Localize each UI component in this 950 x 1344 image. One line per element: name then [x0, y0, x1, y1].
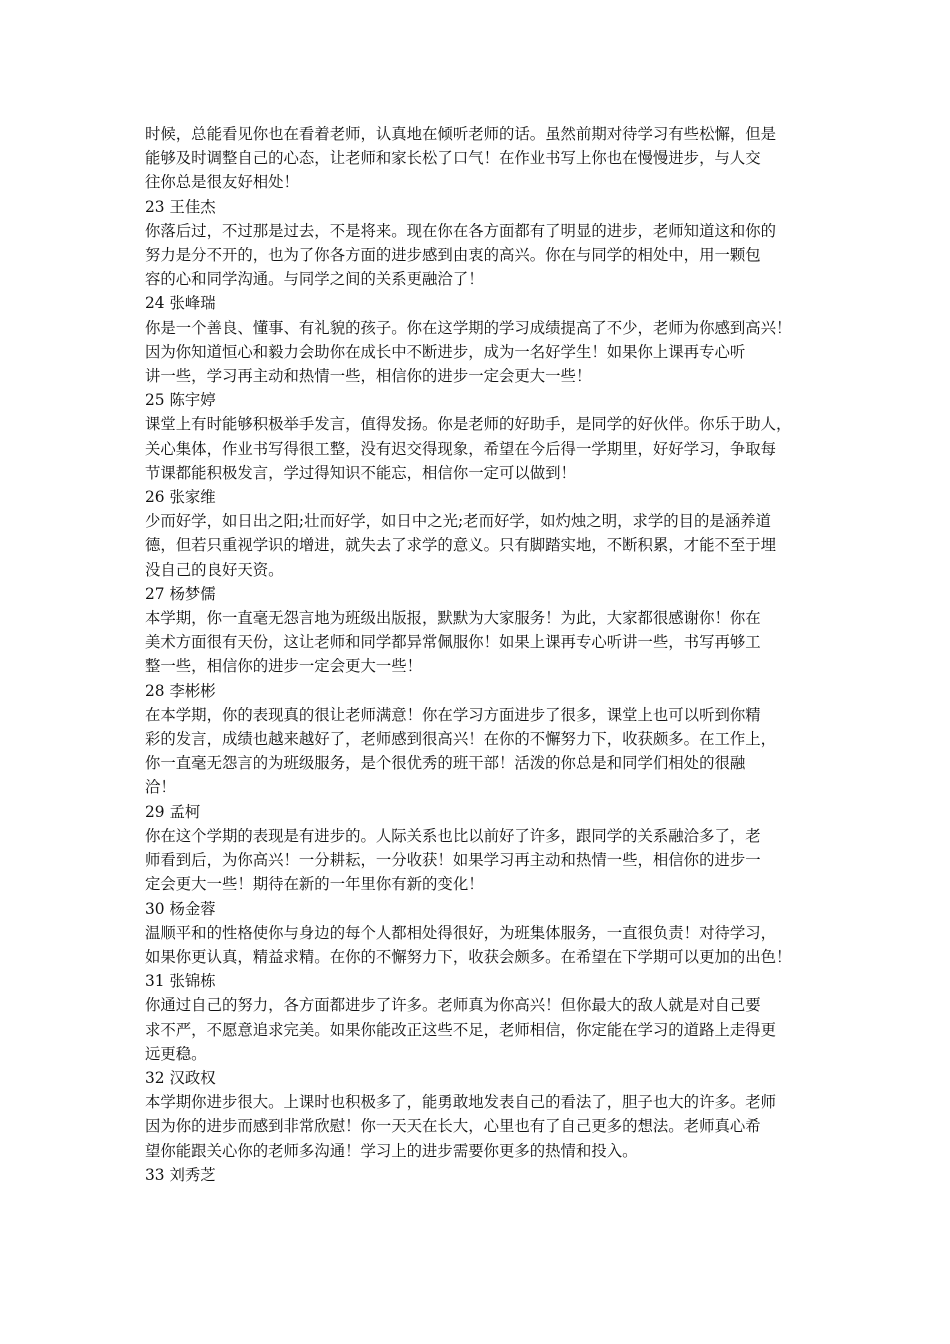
comment-line: 少而好学，如日出之阳;壮而好学，如日中之光;老而好学，如灼烛之明，求学的目的是涵养道 [145, 512, 771, 531]
comment-line: 你是一个善良、懂事、有礼貌的孩子。你在这学期的学习成绩提高了不少，老师为你感到高兴！ [145, 318, 792, 337]
comment-line: 你一直毫无怨言的为班级服务，是个很优秀的班干部！活泼的你总是和同学们相处的很融 [145, 754, 746, 773]
comment-line: 师看到后，为你高兴！一分耕耘，一分收获！如果学习再主动和热情一些，相信你的进步一 [145, 851, 761, 870]
comment-line: 彩的发言，成绩也越来越好了，老师感到很高兴！在你的不懈努力下，收获颇多。在工作上， [145, 730, 777, 749]
comment-entry [145, 291, 817, 388]
comment-line: 望你能跟关心你的老师多沟通！学习上的进步需要你更多的热情和投入。 [145, 1141, 638, 1160]
student-heading: 23 王佳杰 [145, 197, 216, 216]
comment-line: 课堂上有时能够积极举手发言，值得发扬。你是老师的好助手，是同学的好伙伴。你乐于助人， [145, 415, 792, 434]
comment-line: 整一些，相信你的进步一定会更大一些！ [145, 657, 423, 676]
student-heading: 28 李彬彬 [145, 681, 216, 700]
comment-line: 关心集体，作业书写得很工整，没有迟交得现象，希望在今后得一学期里，好好学习，争取每 [145, 439, 777, 458]
comment-entry [145, 122, 817, 195]
student-heading: 30 杨金蓉 [145, 899, 216, 918]
student-heading: 29 孟柯 [145, 802, 201, 821]
comment-line: 在本学期，你的表现真的很让老师满意！你在学习方面进步了很多，课堂上也可以听到你精 [145, 705, 761, 724]
comment-line: 温顺平和的性格使你与身边的每个人都相处得很好，为班集体服务，一直很负责！对待学习， [145, 923, 777, 942]
comment-line: 节课都能积极发言，学过得知识不能忘，相信你一定可以做到！ [145, 463, 576, 482]
comment-line: 因为你知道恒心和毅力会助你在成长中不断进步，成为一名好学生！如果你上课再专心听 [145, 342, 746, 361]
student-heading: 24 张峰瑞 [145, 294, 216, 313]
comment-line: 如果你更认真，精益求精。在你的不懈努力下，收获会颇多。在希望在下学期可以更加的出色！ [145, 947, 792, 966]
comment-entry [145, 388, 817, 485]
student-heading: 32 汉政权 [145, 1068, 216, 1087]
comment-line: 讲一些，学习再主动和热情一些，相信你的进步一定会更大一些！ [145, 367, 592, 386]
comment-line: 没自己的良好天资。 [145, 560, 284, 579]
comment-entry [145, 485, 817, 582]
comment-line: 本学期，你一直毫无怨言地为班级出版报，默默为大家服务！为此，大家都很感谢你！你在 [145, 609, 761, 628]
comment-entry [145, 1066, 817, 1163]
comment-line: 因为你的进步而感到非常欣慰！你一天天在长大，心里也有了自己更多的想法。老师真心希 [145, 1117, 761, 1136]
comment-line: 容的心和同学沟通。与同学之间的关系更融洽了！ [145, 270, 484, 289]
comment-line: 能够及时调整自己的心态，让老师和家长松了口气！在作业书写上你也在慢慢进步，与人交 [145, 149, 761, 168]
comment-line: 你落后过，不过那是过去，不是将来。现在你在各方面都有了明显的进步，老师知道这和你的 [145, 221, 777, 240]
comment-line: 远更稳。 [145, 1044, 207, 1063]
student-heading: 25 陈宇婷 [145, 391, 216, 410]
comment-line: 往你总是很友好相处！ [145, 173, 299, 192]
comment-entry [145, 582, 817, 679]
student-heading: 27 杨梦儒 [145, 584, 216, 603]
student-heading: 33 刘秀芝 [145, 1165, 216, 1184]
comment-line: 洽！ [145, 778, 176, 797]
comment-line: 本学期你进步很大。上课时也积极多了，能勇敢地发表自己的看法了，胆子也大的许多。老师 [145, 1093, 777, 1112]
comment-entry [145, 195, 817, 292]
comment-entry [145, 897, 817, 970]
document-body [145, 122, 817, 1187]
comment-line: 求不严，不愿意追求完美。如果你能改正这些不足，老师相信，你定能在学习的道路上走得更 [145, 1020, 777, 1039]
comment-line: 时候，总能看见你也在看着老师，认真地在倾听老师的话。虽然前期对待学习有些松懈，但是 [145, 125, 777, 143]
comment-entry [145, 969, 817, 1066]
comment-line: 你通过自己的努力，各方面都进步了许多。老师真为你高兴！但你最大的敌人就是对自己要 [145, 996, 761, 1015]
comment-line: 德，但若只重视学识的增进，就失去了求学的意义。只有脚踏实地，不断积累，才能不至于埋 [145, 536, 777, 555]
student-heading: 26 张家维 [145, 488, 216, 507]
comment-entry [145, 1163, 817, 1187]
comment-entry [145, 679, 817, 800]
comment-line: 定会更大一些！期待在新的一年里你有新的变化！ [145, 875, 484, 894]
comment-line: 你在这个学期的表现是有进步的。人际关系也比以前好了许多，跟同学的关系融洽多了，老 [145, 826, 761, 845]
comment-entry [145, 800, 817, 897]
comment-line: 努力是分不开的，也为了你各方面的进步感到由衷的高兴。你在与同学的相处中，用一颗包 [145, 246, 761, 265]
student-heading: 31 张锦栋 [145, 972, 216, 991]
comment-line: 美术方面很有天份，这让老师和同学都异常佩服你！如果上课再专心听讲一些，书写再够工 [145, 633, 761, 652]
